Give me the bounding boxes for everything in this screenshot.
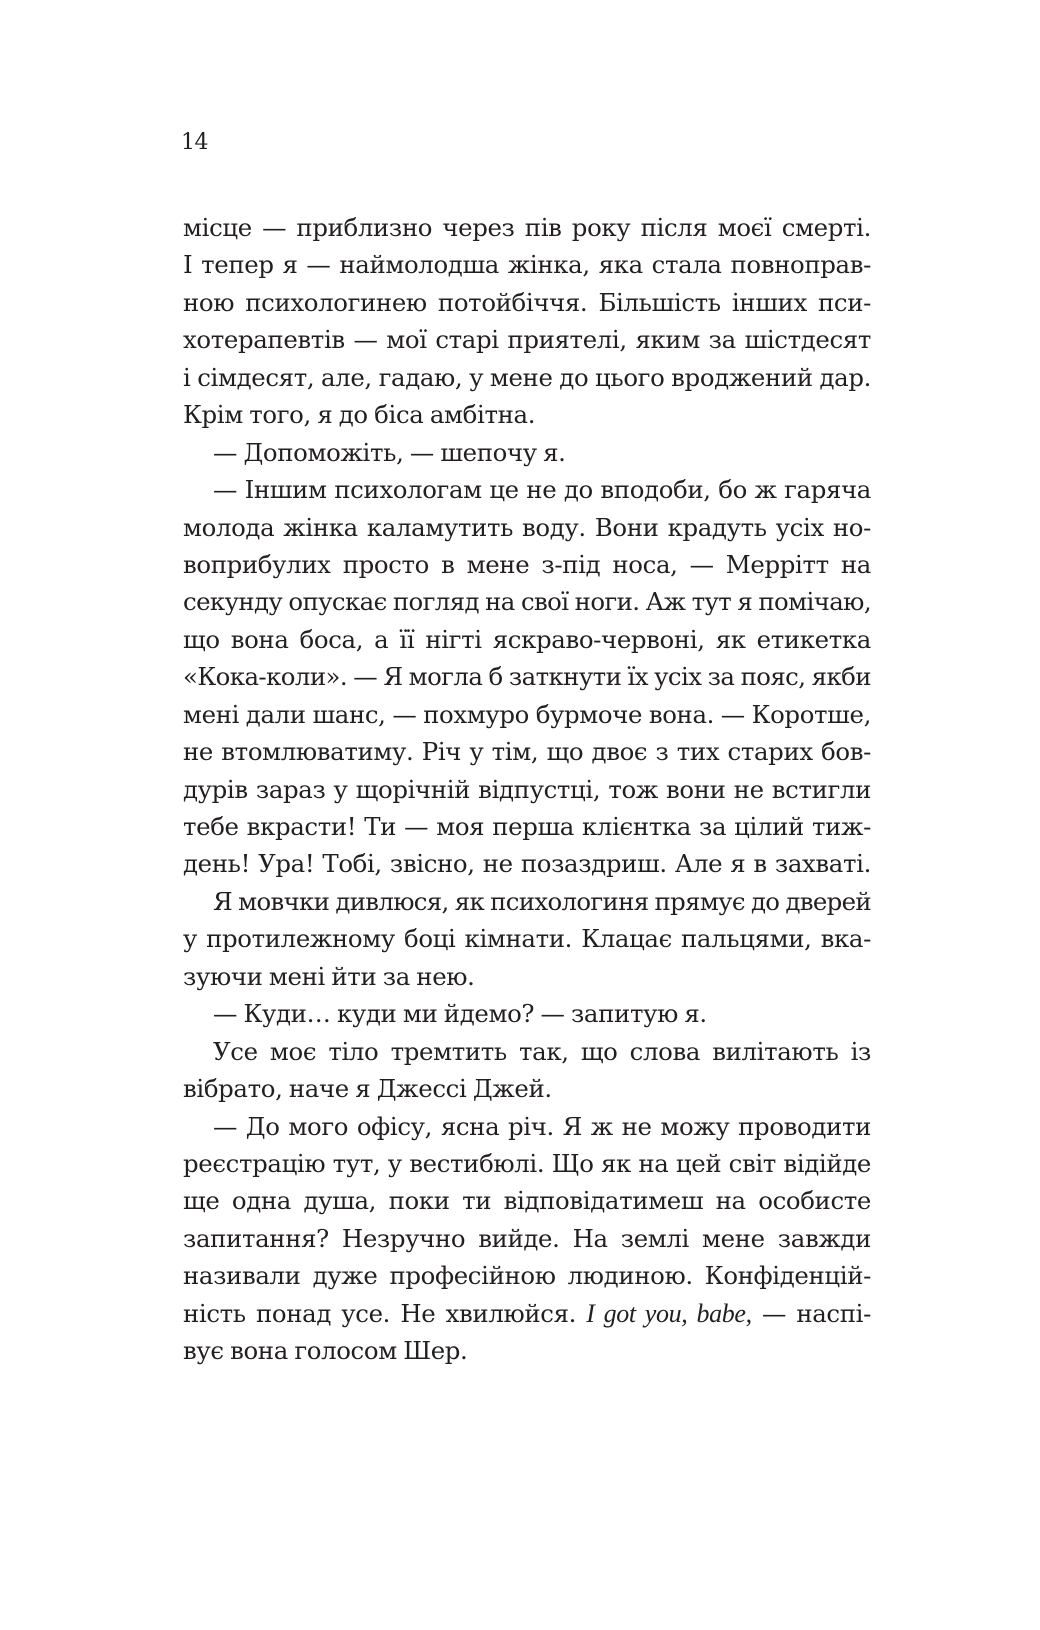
body-text	[183, 209, 871, 1370]
text-line: секунду опускає погляд на свої ноги. Аж тут я помічаю,	[183, 587, 871, 617]
text-line: хотерапевтів — мої старі приятелі, яким за шістдесят	[183, 325, 871, 355]
text-line: дурів зараз у щорічній відпустці, тож вони не встигли	[183, 774, 871, 804]
text-line: молода жінка каламутить воду. Вони крадуть усіх но-	[183, 512, 871, 542]
text-line: називали дуже професійною людиною. Конфіденцій-	[183, 1261, 871, 1291]
text-line: що вона боса, а її нігті яскраво-червоні, як етикетка	[183, 624, 871, 654]
text-line: «Кока-коли». — Я могла б заткнути їх усіх за пояс, якби	[183, 662, 871, 692]
text-line: — Допоможіть, — шепочу я.	[213, 437, 566, 467]
text-line: Я мовчки дивлюся, як психологиня прямує до дверей	[213, 886, 871, 916]
text-line: тебе вкрасти! Ти — моя перша клієнтка за цілий тиж-	[183, 812, 871, 841]
text-line: день! Ура! Тобі, звісно, не позаздриш. Але я в захваті.	[183, 849, 871, 879]
text-line: — Куди… куди ми йдемо? — запитую я.	[213, 999, 707, 1029]
text-line: не втомлюватиму. Річ у тім, що двоє з тих старих бов-	[183, 737, 871, 767]
text-line: воприбулих просто в мене з-під носа, — Меррітт на	[183, 549, 871, 579]
text-line: Крім того, я до біса амбітна.	[183, 400, 536, 430]
text-line: у протилежному боці кімнати. Клацає пальцями, вка-	[183, 924, 871, 954]
text-line: — До мого офісу, ясна річ. Я ж не можу проводити	[213, 1111, 871, 1141]
italic-lyric: I got you, babe,	[586, 1298, 752, 1328]
text-line: ною психологинею потойбіччя. Більшість інших пси-	[183, 287, 871, 317]
text-line: вібрато, наче я Джессі Джей.	[183, 1074, 552, 1104]
text-line: запитання? Незручно вийде. На землі мене завжди	[183, 1223, 871, 1253]
text-line: Усе моє тіло тремтить так, що слова вилітають із	[213, 1036, 871, 1066]
text-line: і сімдесят, але, гадаю, у мене до цього вроджений дар.	[183, 362, 871, 392]
text-line: реєстрацію тут, у вестибюлі. Що як на цей світ відійде	[183, 1148, 871, 1178]
text-line: вує вона голосом Шер.	[183, 1336, 468, 1366]
text-line: мені дали шанс, — похмуро бурмоче вона. — Коротше,	[183, 699, 871, 729]
text-line: місце — приблизно через пів року після моєї смерті.	[183, 213, 871, 242]
text-line	[183, 1295, 871, 1332]
text-line: — Іншим психологам це не до вподоби, бо ж гаряча	[213, 475, 871, 505]
text-line: І тепер я — наймолодша жінка, яка стала повноправ-	[183, 250, 871, 280]
page-number: 14	[181, 130, 208, 155]
text-segment: ність понад усе. Не хвилюйся.	[183, 1298, 587, 1328]
text-line: зуючи мені йти за нею.	[183, 961, 475, 991]
text-segment: — наспі-	[751, 1298, 871, 1328]
text-line: ще одна душа, поки ти відповідатимеш на особисте	[183, 1186, 871, 1216]
